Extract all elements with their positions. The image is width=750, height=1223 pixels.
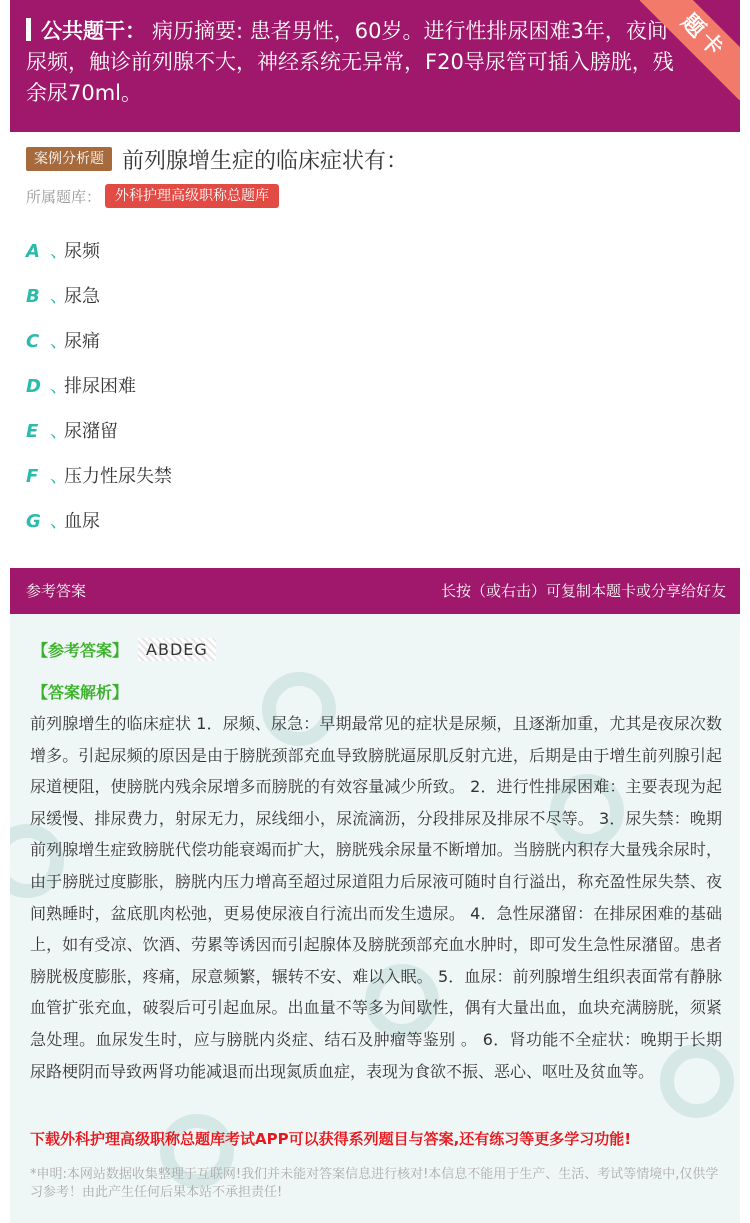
option-letter: G	[26, 511, 41, 532]
question-type-badge: 案例分析题	[26, 147, 112, 171]
stem-text: 病历摘要: 患者男性，60岁。进行性排尿困难3年，夜间尿频，触诊前列腺不大，神经系统无异常，F20导尿管可插入膀胱，残余尿70ml。	[26, 19, 674, 105]
question-title: 前列腺增生症的临床症状有：	[122, 148, 409, 174]
reference-answer-value: ABDEG	[138, 638, 216, 661]
reference-answer-row	[32, 638, 216, 661]
option-separator: 、	[50, 421, 68, 442]
option-separator: 、	[50, 376, 68, 397]
app-download-promo-link[interactable]: 下载外科护理高级职称总题库考试APP可以获得系列题目与答案,还有练习等更多学习功能!	[30, 1130, 632, 1148]
answer-body	[10, 614, 740, 1223]
analysis-label: 【答案解析】	[32, 683, 129, 702]
question-title-row	[26, 144, 726, 174]
disclaimer-text: *申明:本网站数据收集整理于互联网!我们并未能对答案信息进行核对!本信息不能用于生产、生活、考试等情境中,仅供学习参考！由此产生任何后果本站不承担责任!	[30, 1167, 719, 1200]
option-letter: C	[26, 331, 40, 352]
option-text: 尿急	[64, 286, 100, 307]
stem-label: 公共题干：	[41, 19, 146, 43]
option-text: 尿痛	[64, 331, 100, 352]
option-e[interactable]	[26, 409, 726, 454]
option-text: 血尿	[64, 511, 100, 532]
header-accent-bar	[26, 18, 31, 41]
option-letter: E	[26, 421, 39, 442]
corner-ribbon	[640, 0, 740, 100]
option-letter: B	[26, 286, 40, 307]
question-bank-row	[26, 183, 279, 209]
option-text: 排尿困难	[64, 376, 136, 397]
bank-tag-link[interactable]: 外科护理高级职称总题库	[105, 184, 279, 208]
question-stem-header	[10, 0, 740, 132]
option-separator: 、	[50, 241, 68, 262]
reference-answer-label: 【参考答案】	[32, 641, 129, 660]
share-hint: 长按（或右击）可复制本题卡或分享给好友	[440, 582, 726, 600]
option-g[interactable]	[26, 499, 726, 544]
option-letter: F	[26, 466, 39, 487]
option-separator: 、	[50, 286, 68, 307]
answer-section-bar	[10, 568, 740, 614]
stem-text-block	[26, 16, 678, 109]
options-list	[26, 229, 726, 544]
option-text: 尿潴留	[64, 421, 118, 442]
analysis-text: 前列腺增生的临床症状 1．尿频、尿急：早期最常见的症状是尿频，且逐渐加重，尤其是夜尿次数增多。引起尿频的原因是由于膀胱颈部充血导致膀胱逼尿肌反射亢进，后期是由于增生前列腺引起尿道梗阻，使膀胱内残余尿增多而膀胱的有效容量减少所致。 2．进行性排尿困难：主要表现为起尿缓慢、排尿费力，射尿无力，尿线细小，尿流滴沥，分段排尿及排尿不尽等。 3．尿失禁：晚期前列腺增生症致膀胱代偿功能衰竭而扩大，膀胱残余尿量不断增加。当膀胱内积存大量残余尿时，由于膀胱过度膨胀，膀胱内压力增高至超过尿道阻力后尿液可随时自行溢出，称充盈性尿失禁、夜间熟睡时，盆底肌肉松弛，更易使尿液自行流出而发生遗尿。 4．急性尿潴留：在排尿困难的基础上，如有受凉、饮酒、劳累等诱因而引起腺体及膀胱颈部充血水肿时，即可发生急性尿潴留。患者膀胱极度膨胀，疼痛，尿意频繁，辗转不安、难以入眠。 5．血尿：前列腺增生组织表面常有静脉血管扩张充血，破裂后可引起血尿。出血量不等多为间歇性，偶有大量出血，血块充满膀胱，须紧急处理。血尿发生时，应与膀胱内炎症、结石及肿瘤等鉴别 。 6．肾功能不全症状：晚期于长期尿路梗阴而导致两肾功能减退而出现氮质血症，表现为食欲不振、恶心、呕吐及贫血等。	[30, 714, 722, 1081]
option-c[interactable]	[26, 319, 726, 364]
ribbon-label: 题卡	[640, 0, 740, 100]
bank-label: 所属题库：	[26, 187, 102, 206]
option-separator: 、	[50, 331, 68, 352]
option-letter: D	[26, 376, 41, 397]
option-a[interactable]	[26, 229, 726, 274]
option-text: 尿频	[64, 241, 100, 262]
option-d[interactable]	[26, 364, 726, 409]
option-b[interactable]	[26, 274, 726, 319]
answer-section-title: 参考答案	[26, 582, 87, 600]
option-text: 压力性尿失禁	[64, 466, 172, 487]
option-f[interactable]	[26, 454, 726, 499]
option-separator: 、	[50, 466, 68, 487]
option-letter: A	[26, 241, 40, 262]
option-separator: 、	[50, 511, 68, 532]
